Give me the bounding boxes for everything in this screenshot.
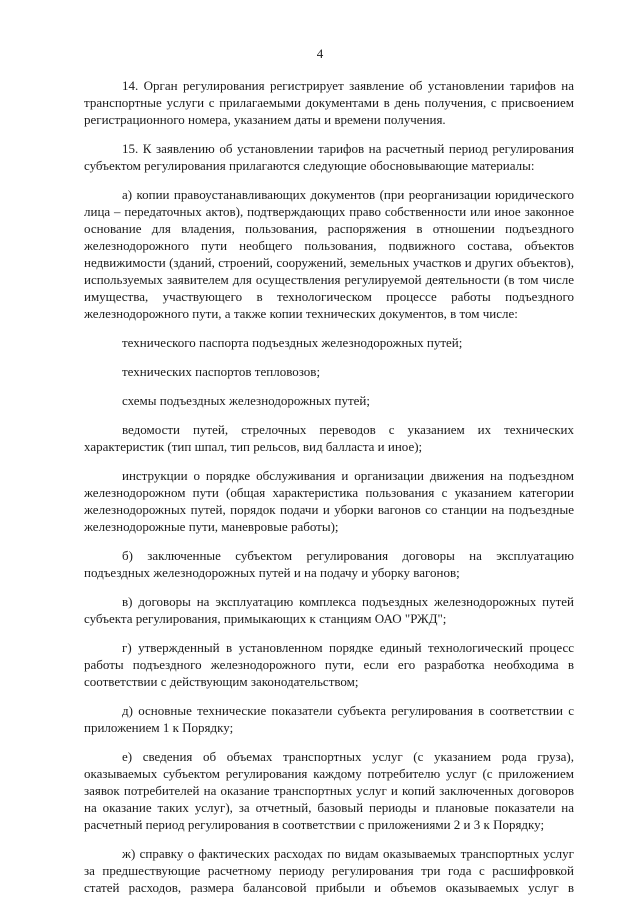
item-zh: ж) справку о фактических расходах по видам оказываемых транспортных услуг за предшествующие расчетному периоду регулирования три года с расшифровкой статей расходов, размера балансовой прибыли и объемов оказываемых услуг в — [84, 846, 574, 895]
item-a-track-register: ведомости путей, стрелочных переводов с указанием их технических характеристик (тип шпал, тип рельсов, вид балласта и иное); — [84, 422, 574, 454]
item-d: д) основные технические показатели субъекта регулирования в соответствии с приложением 1 к Порядку; — [84, 703, 574, 735]
paragraph-15: 15. К заявлению об установлении тарифов на расчетный период регулирования субъектом регулирования прилагаются следующие обосновывающие материалы: — [84, 141, 574, 173]
item-a-technical-passport: технического паспорта подъездных железнодорожных путей; — [122, 335, 463, 350]
item-a-track-schemes: схемы подъездных железнодорожных путей; — [122, 393, 370, 408]
item-e: е) сведения об объемах транспортных услуг (с указанием рода груза), оказываемых субъектом регулирования каждому потребителю услуг (с приложением заявок потребителей на оказание транспортных услуг и копий заключенных договоров на оказание таких услуг), за отчетный, базовый периоды и плановые показатели на расчетный период регулирования в соответствии с приложениями 2 и 3 к Порядку; — [84, 749, 574, 832]
item-a-operating-instructions: инструкции о порядке обслуживания и организации движения на подъездном железнодорожном пути (общая характеристика пользования с указанием категории железнодорожных путей, порядок подачи и уборки вагонов со станции на подъездные железнодорожные пути, маневровые работы); — [84, 468, 574, 534]
item-a-locomotive-passports: технических паспортов тепловозов; — [122, 364, 321, 379]
item-g: г) утвержденный в установленном порядке единый технологический процесс работы подъездного железнодорожного пути, если его разработка необходима в соответствии с действующим законодательством; — [84, 640, 574, 689]
item-v: в) договоры на эксплуатацию комплекса подъездных железнодорожных путей субъекта регулирования, примыкающих к станциям ОАО "РЖД"; — [84, 594, 574, 626]
item-a: а) копии правоустанавливающих документов (при реорганизации юридического лица – передаточных актов), подтверждающих право собственности или иное законное основание для владения, пользования, распоряжения в отношении подъездного железнодорожного пути необщего пользования, подвижного состава, объектов недвижимости (зданий, строений, сооружений, земельных участков и других объектов), используемых заявителем для осуществления регулируемой деятельности (в том числе имущества, участвующего в технологическом процессе работы подъездного железнодорожного пути, а также копии технических документов, в том числе: — [84, 187, 574, 321]
item-b: б) заключенные субъектом регулирования договоры на эксплуатацию подъездных железнодорожных путей и на подачу и уборку вагонов; — [84, 548, 574, 580]
page-number: 4 — [316, 46, 324, 61]
document-body — [84, 77, 574, 905]
paragraph-14: 14. Орган регулирования регистрирует заявление об установлении тарифов на транспортные услуги с прилагаемыми документами в день получения, с присвоением регистрационного номера, указанием даты и времени получения. — [84, 78, 574, 127]
